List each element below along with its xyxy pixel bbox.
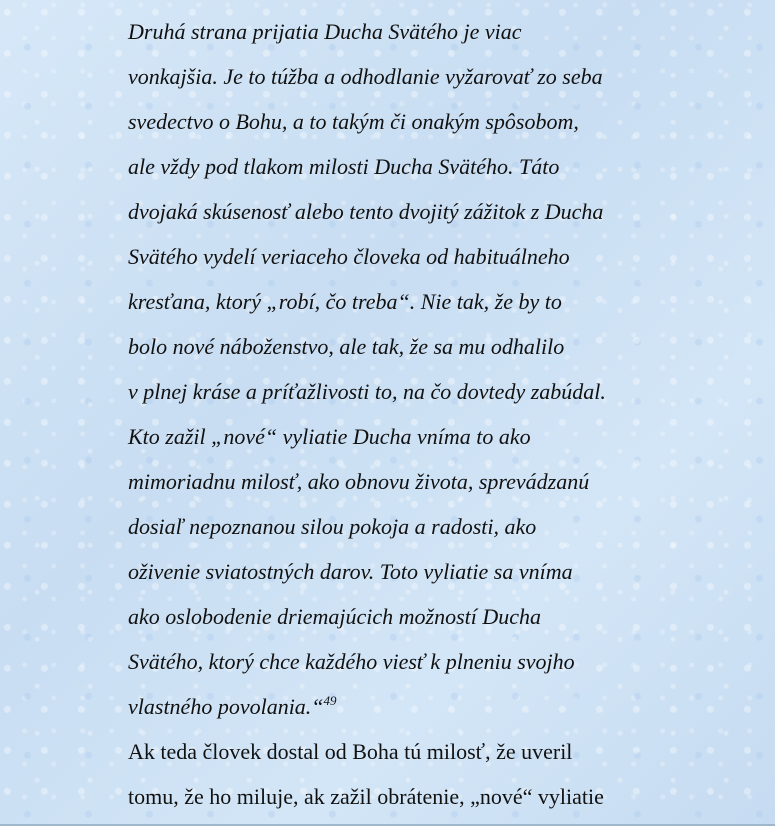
document-page [128, 9, 728, 819]
footnote-reference[interactable]: 49 [323, 693, 337, 708]
body-line: Ak teda človek dostal od Boha tú milosť, že uveril [128, 739, 573, 764]
quote-last-line [128, 684, 728, 729]
quote-line: mimoriadnu milosť, ako obnovu života, sprevádzanú [128, 469, 590, 494]
quote-line: Kto zažil „nové“ vyliatie Ducha vníma to ako [128, 424, 531, 449]
quote-block [128, 9, 728, 729]
quote-line: oživenie sviatostných darov. Toto vyliatie sa vníma [128, 559, 573, 584]
quote-line: v plnej kráse a príťažlivosti to, na čo dovtedy zabúdal. [128, 379, 606, 404]
quote-line: dvojaká skúsenosť alebo tento dvojitý zážitok z Ducha [128, 199, 604, 224]
quote-line: svedectvo o Bohu, a to takým či onakým spôsobom, [128, 109, 579, 134]
quote-line: Svätého, ktorý chce každého viesť k plneniu svojho [128, 649, 575, 674]
quote-line: dosiaľ nepoznanou silou pokoja a radosti, ako [128, 514, 537, 539]
quote-last-line-text: vlastného povolania.“ [128, 694, 324, 719]
quote-line: Druhá strana prijatia Ducha Svätého je viac [128, 19, 522, 44]
quote-line: bolo nové náboženstvo, ale tak, že sa mu odhalilo [128, 334, 565, 359]
body-line: tomu, že ho miluje, ak zažil obrátenie, „nové“ vyliatie [128, 784, 604, 809]
quote-line: ale vždy pod tlakom milosti Ducha Svätého. Táto [128, 154, 560, 179]
quote-line: Svätého vydelí veriaceho človeka od habituálneho [128, 244, 570, 269]
quote-line: vonkajšia. Je to túžba a odhodlanie vyžarovať zo seba [128, 64, 603, 89]
quote-line: kresťana, ktorý „robí, čo treba“. Nie tak, že by to [128, 289, 562, 314]
quote-line: ako oslobodenie driemajúcich možností Ducha [128, 604, 542, 629]
body-paragraph [128, 729, 728, 819]
